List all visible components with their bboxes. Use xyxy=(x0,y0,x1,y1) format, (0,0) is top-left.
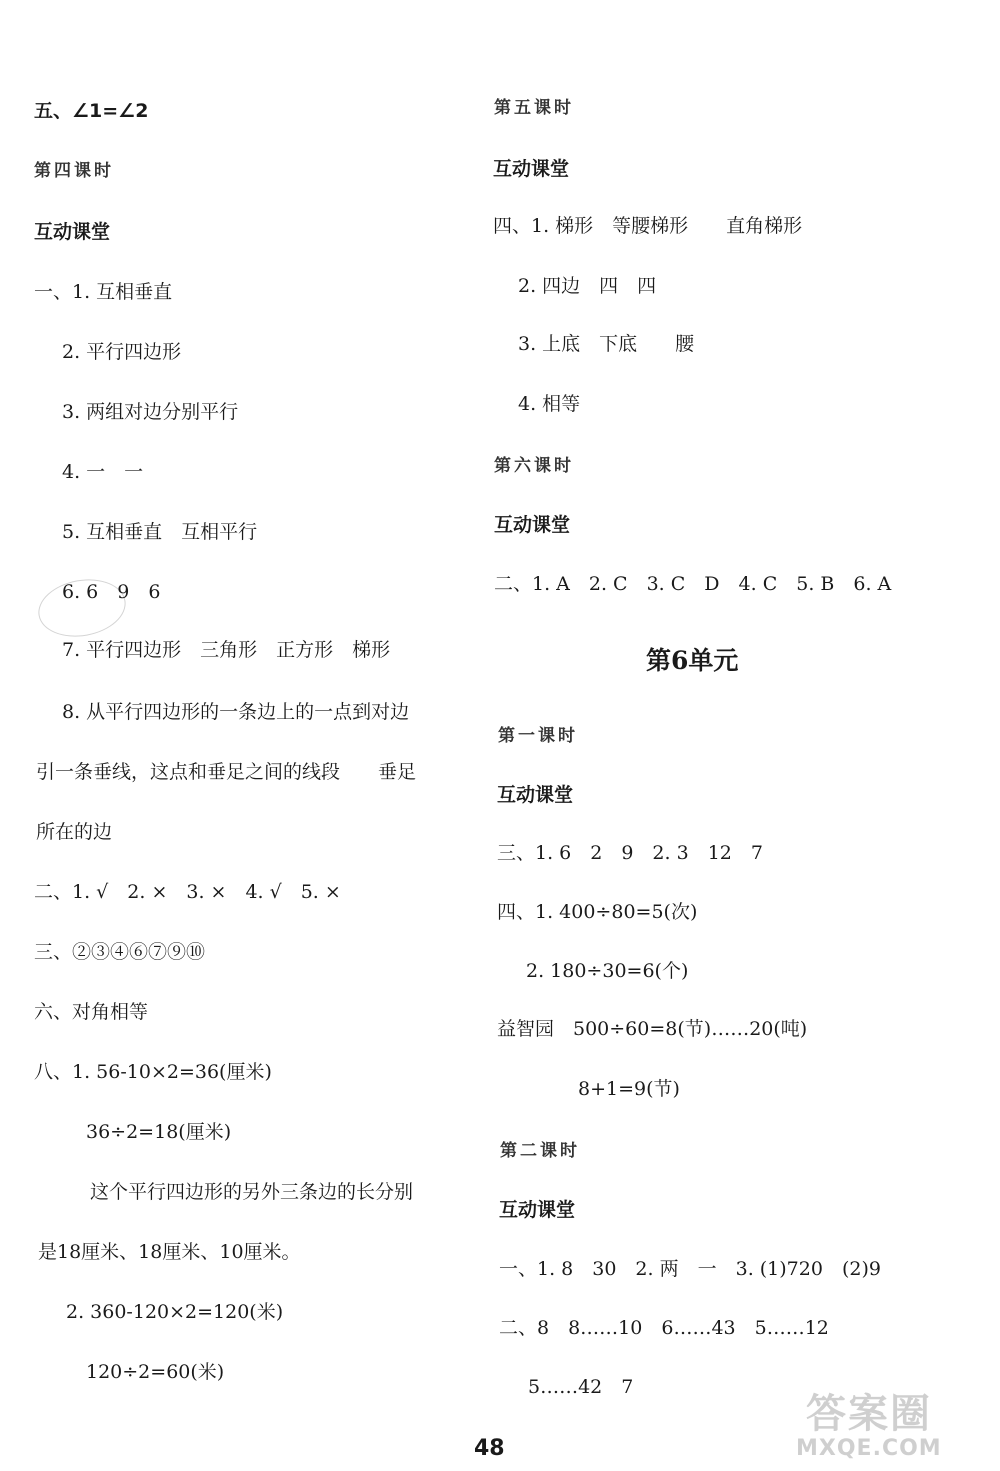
answer-line: 三、②③④⑥⑦⑨⑩ xyxy=(34,941,206,963)
answer-line: 2. 四边 四 四 xyxy=(518,275,657,297)
lesson-heading-6: 第六课时 xyxy=(494,456,574,476)
answer-line: 2. 平行四边形 xyxy=(62,341,182,363)
watermark-logo xyxy=(790,1380,990,1465)
answer-line: 引一条垂线，这点和垂足之间的线段 垂足 xyxy=(36,761,417,783)
answer-line: 三、1. 6 2 9 2. 3 12 7 xyxy=(497,842,763,864)
lesson-heading-2: 第二课时 xyxy=(500,1141,580,1161)
answer-line: 八、1. 56-10×2=36(厘米) xyxy=(34,1061,272,1083)
subheading-interactive: 互动课堂 xyxy=(34,221,111,243)
lesson-heading-1: 第一课时 xyxy=(498,726,578,746)
answer-line: 4. 相等 xyxy=(518,393,581,415)
answer-line: 3. 两组对边分别平行 xyxy=(62,401,239,423)
lesson-heading-4: 第四课时 xyxy=(34,161,114,181)
unit-title: 第6单元 xyxy=(646,646,739,675)
answer-line: 六、对角相等 xyxy=(34,1001,149,1023)
section-five: 五、∠1=∠2 xyxy=(34,100,149,122)
answer-line: 5. 互相垂直 互相平行 xyxy=(62,521,258,543)
answer-line: 四、1. 400÷80=5(次) xyxy=(497,901,698,923)
answer-line: 二、1. √ 2. × 3. × 4. √ 5. × xyxy=(34,881,341,903)
subheading-interactive: 互动课堂 xyxy=(494,514,571,536)
answer-line: 2. 360-120×2=120(米) xyxy=(66,1301,284,1323)
answer-line: 二、1. A 2. C 3. C D 4. C 5. B 6. A xyxy=(494,573,892,595)
answer-line: 8+1=9(节) xyxy=(578,1078,680,1100)
watermark-url: MXQE.COM xyxy=(796,1436,942,1461)
answer-line: 4. 一 一 xyxy=(62,461,144,483)
answer-line: 一、1. 8 30 2. 两 一 3. (1)720 (2)9 xyxy=(499,1258,881,1280)
watermark-text: 答案圈 xyxy=(806,1391,932,1437)
answer-line: 5……42 7 xyxy=(528,1376,634,1398)
answer-line: 2. 180÷30=6(个) xyxy=(526,960,689,982)
answer-line: 8. 从平行四边形的一条边上的一点到对边 xyxy=(62,701,410,723)
subheading-interactive: 互动课堂 xyxy=(497,784,574,806)
answer-line: 6. 6 9 6 xyxy=(62,581,161,603)
answer-line: 这个平行四边形的另外三条边的长分别 xyxy=(90,1181,414,1203)
answer-line: 120÷2=60(米) xyxy=(86,1361,225,1383)
answer-line: 3. 上底 下底 腰 xyxy=(518,333,695,355)
answer-line: 是18厘米、18厘米、10厘米。 xyxy=(38,1241,301,1263)
subheading-interactive: 互动课堂 xyxy=(499,1199,576,1221)
answer-line: 36÷2=18(厘米) xyxy=(86,1121,232,1143)
answer-line: 所在的边 xyxy=(36,821,113,843)
answer-line: 四、1. 梯形 等腰梯形 直角梯形 xyxy=(493,215,803,237)
answer-line: 一、1. 互相垂直 xyxy=(34,281,173,303)
page-number: 48 xyxy=(474,1436,505,1461)
subheading-interactive: 互动课堂 xyxy=(493,158,570,180)
answer-line: 二、8 8……10 6……43 5……12 xyxy=(499,1317,829,1339)
lesson-heading-5: 第五课时 xyxy=(494,98,574,118)
answer-line: 益智园 500÷60=8(节)……20(吨) xyxy=(497,1018,808,1040)
answer-line: 7. 平行四边形 三角形 正方形 梯形 xyxy=(62,639,391,661)
